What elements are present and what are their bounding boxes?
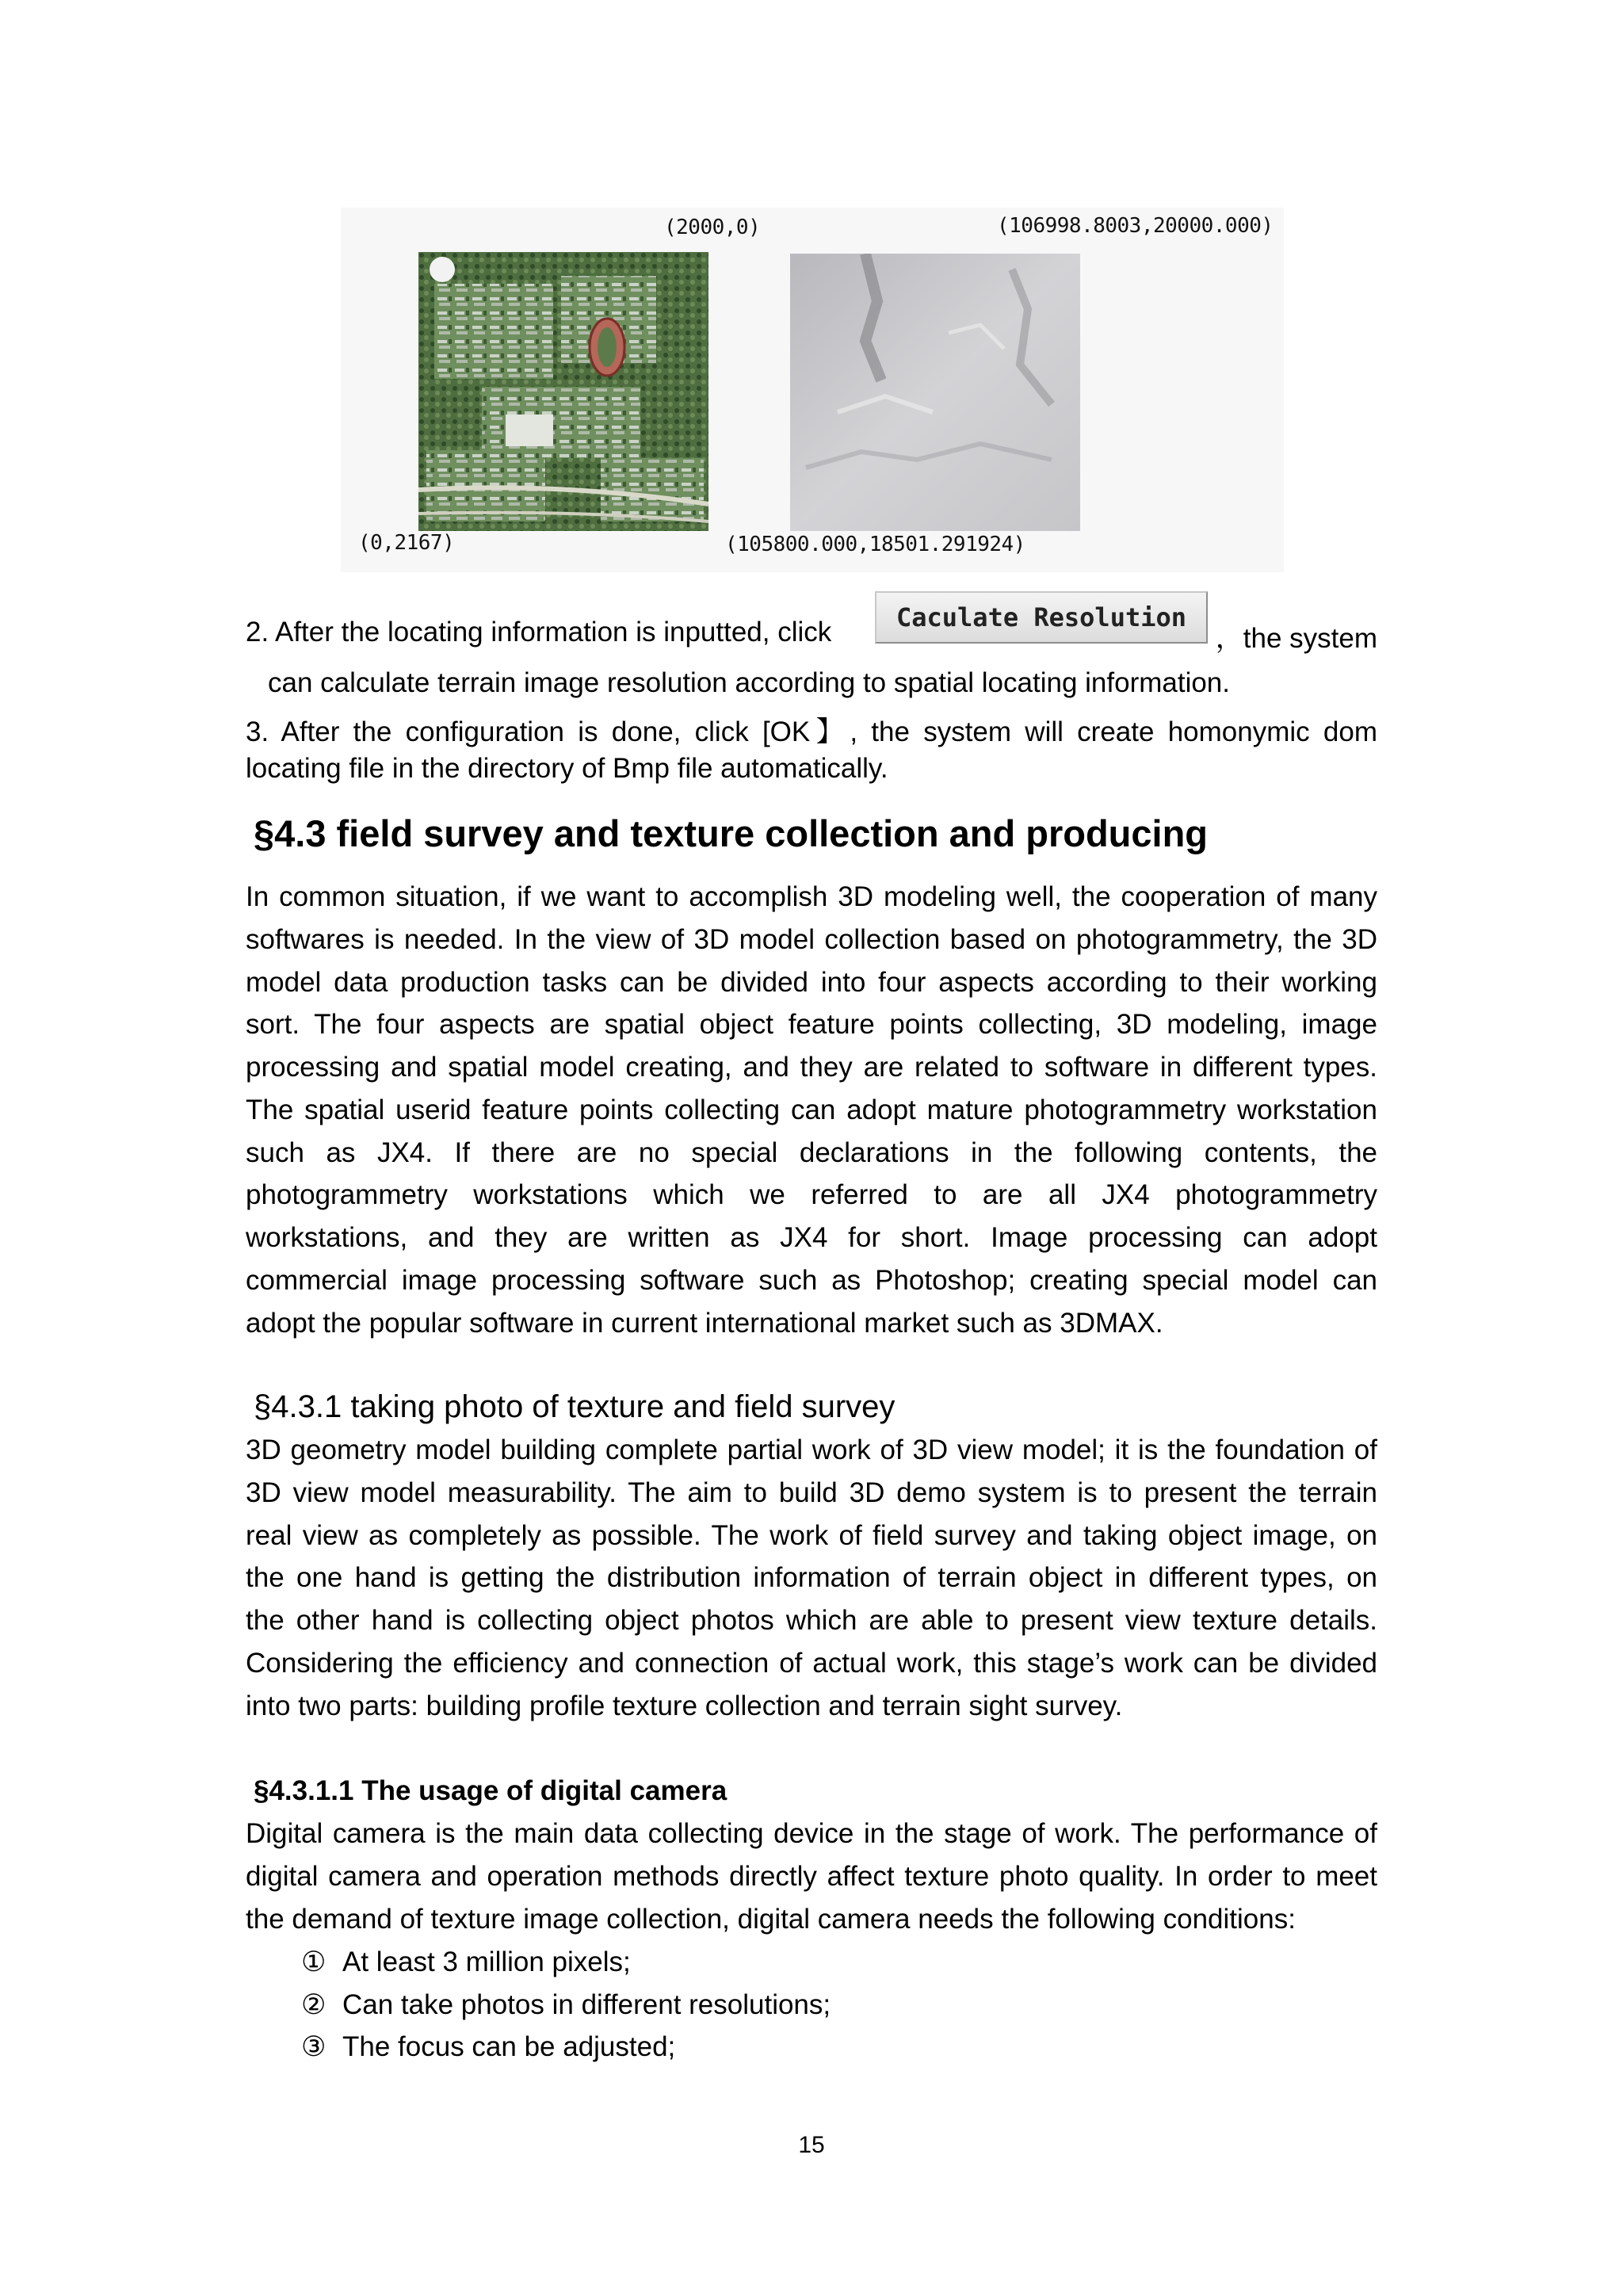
section-4-3-1-line: Considering the efficiency and connection of actual work, this stage’s work can be divided <box>246 1648 1377 1679</box>
section-4-3-line: adopt the popular software in current international market such as 3DMAX. <box>246 1308 1163 1339</box>
coord-label-dem-top-right: (106998.8003,20000.000) <box>997 214 1274 238</box>
list-item-text: The focus can be adjusted; <box>342 2031 676 2062</box>
section-4-3-1-line: the one hand is getting the distribution information of terrain object in different types, on <box>246 1562 1377 1593</box>
step2-text-line2: can calculate terrain image resolution according to spatial locating information. <box>268 667 1230 698</box>
section-4-3-1-1-line: the demand of texture image collection, digital camera needs the following conditions: <box>246 1904 1296 1935</box>
section-4-3-1-line: into two parts: building profile texture collection and terrain sight survey. <box>246 1690 1123 1721</box>
list-item <box>301 1989 831 2021</box>
step3-text-line1: 3. After the configuration is done, click [OK】, the system will create homonymic dom <box>246 716 1377 747</box>
section-4-3-line: commercial image processing software such as Photoshop; creating special model can <box>246 1265 1377 1296</box>
list-item-number: ② <box>301 1989 327 2020</box>
list-item-number: ③ <box>301 2031 327 2062</box>
section-4-3-line: softwares is needed. In the view of 3D model collection based on photogrammetry, the 3D <box>246 924 1377 955</box>
dem-hillshade-image <box>790 254 1080 531</box>
list-item-text: At least 3 million pixels; <box>342 1946 631 1977</box>
section-4-3-line: model data production tasks can be divided into four aspects according to their working <box>246 967 1377 998</box>
section-4-3-line: processing and spatial model creating, and they are related to software in different types. <box>246 1052 1377 1083</box>
section-4-3-1-line: 3D geometry model building complete partial work of 3D view model; it is the foundation of <box>246 1435 1377 1465</box>
coord-label-dem-bottom-left: (105800.000,18501.291924) <box>725 533 1025 556</box>
section-4-3-1-heading: §4.3.1 taking photo of texture and field survey <box>254 1389 896 1424</box>
list-item <box>301 2031 675 2063</box>
section-4-3-1-line: 3D view model measurability. The aim to build 3D demo system is to present the terrain <box>246 1477 1377 1508</box>
page-number: 15 <box>798 2132 825 2158</box>
section-4-3-1-1-line: digital camera and operation methods directly affect texture photo quality. In order to meet <box>246 1861 1377 1892</box>
section-4-3-line: The spatial userid feature points collecting can adopt mature photogrammetry workstation <box>246 1095 1377 1125</box>
step3-text-line2: locating file in the directory of Bmp file automatically. <box>246 753 888 784</box>
section-4-3-line: photogrammetry workstations which we referred to are all JX4 photogrammetry <box>246 1179 1377 1210</box>
aerial-orthophoto-image <box>418 252 708 531</box>
list-item <box>301 1946 631 1978</box>
list-item-text: Can take photos in different resolutions; <box>342 1989 831 2020</box>
section-4-3-line: In common situation, if we want to accomplish 3D modeling well, the cooperation of many <box>246 881 1377 912</box>
calculate-resolution-button[interactable]: Caculate Resolution <box>875 591 1208 644</box>
section-4-3-heading: §4.3 field survey and texture collection and producing <box>254 812 1209 854</box>
section-4-3-line: sort. The four aspects are spatial object feature points collecting, 3D modeling, image <box>246 1009 1377 1040</box>
step2-text-prefix: 2. After the locating information is inputted, click <box>246 617 832 648</box>
section-4-3-1-line: real view as completely as possible. The work of field survey and taking object image, on <box>246 1520 1377 1551</box>
section-4-3-1-line: the other hand is collecting object photos which are able to present view texture details. <box>246 1605 1377 1636</box>
coord-label-image-bottom-left: (0,2167) <box>358 531 455 555</box>
section-4-3-1-1-heading: §4.3.1.1 The usage of digital camera <box>254 1775 727 1806</box>
section-4-3-1-1-line: Digital camera is the main data collecting device in the stage of work. The performance of <box>246 1818 1377 1849</box>
coord-label-image-top-right: (2000,0) <box>664 216 761 239</box>
list-item-number: ① <box>301 1946 327 1977</box>
step2-text-suffix: ，the system <box>1215 623 1377 654</box>
section-4-3-line: such as JX4. If there are no special declarations in the following contents, the <box>246 1137 1377 1168</box>
section-4-3-line: workstations, and they are written as JX4 for short. Image processing can adopt <box>246 1222 1377 1253</box>
